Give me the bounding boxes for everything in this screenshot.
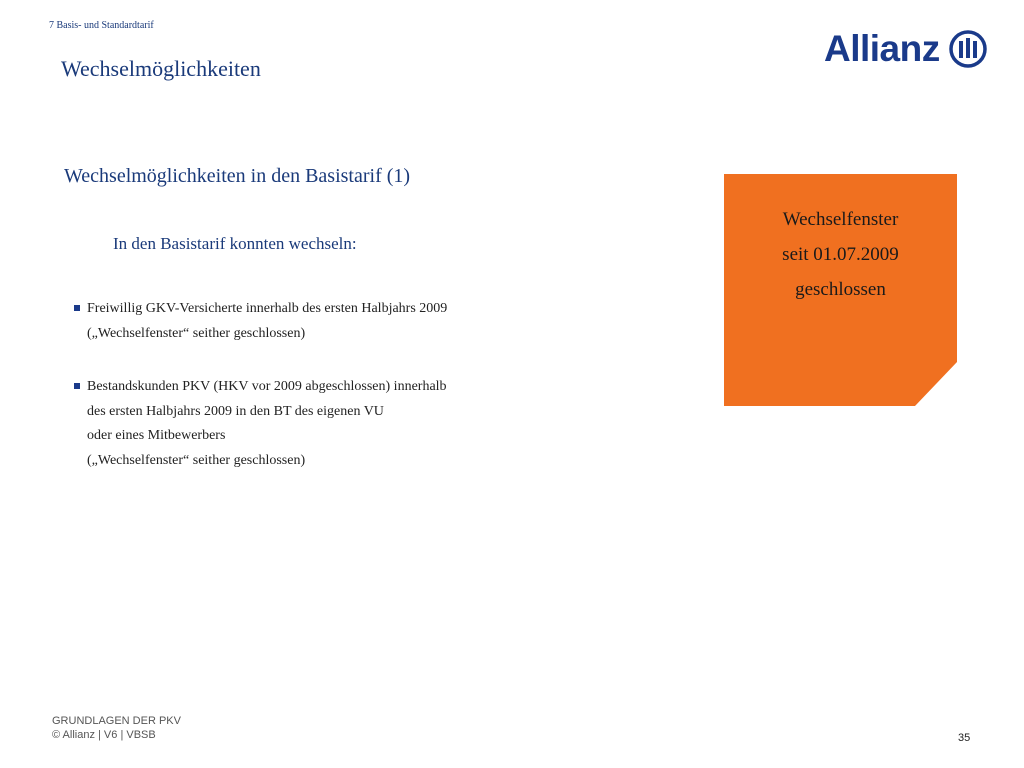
page-number: 35 bbox=[958, 732, 971, 744]
bullet-line: („Wechselfenster“ seither geschlossen) bbox=[87, 325, 306, 341]
callout-line: geschlossen bbox=[795, 279, 886, 300]
bullet-line: oder eines Mitbewerbers bbox=[87, 428, 226, 443]
section-title: Wechselmöglichkeiten in den Basistarif (1) bbox=[64, 165, 411, 187]
list-item bbox=[74, 297, 494, 346]
bullet-line: Bestandskunden PKV (HKV vor 2009 abgeschlossen) innerhalb bbox=[87, 379, 447, 394]
breadcrumb: 7 Basis- und Standardtarif bbox=[49, 20, 154, 31]
footer-line: © Allianz | V6 | VBSB bbox=[52, 729, 156, 741]
logo-text: Allianz bbox=[824, 28, 940, 69]
page-title: Wechselmöglichkeiten bbox=[61, 56, 261, 81]
allianz-logo bbox=[824, 28, 987, 70]
square-bullet-icon bbox=[74, 383, 80, 389]
footer bbox=[52, 714, 181, 742]
bullet-list-1 bbox=[74, 297, 494, 346]
allianz-eagle-icon bbox=[949, 30, 987, 68]
bullet-line: („Wechselfenster“ seither geschlossen) bbox=[87, 452, 306, 468]
callout-line: Wechselfenster bbox=[782, 209, 899, 230]
bullet-line: des ersten Halbjahrs 2009 in den BT des eigenen VU bbox=[87, 403, 384, 419]
callout-line: seit 01.07.2009 bbox=[782, 244, 899, 265]
square-bullet-icon bbox=[74, 305, 80, 311]
callout-text bbox=[724, 202, 957, 307]
footer-line: GRUNDLAGEN DER PKV bbox=[52, 715, 181, 727]
list-item bbox=[74, 375, 494, 473]
bullet-list-2 bbox=[74, 375, 494, 473]
subtitle: In den Basistarif konnten wechseln: bbox=[113, 234, 357, 253]
bullet-line: Freiwillig GKV-Versicherte innerhalb des ersten Halbjahrs 2009 bbox=[87, 301, 448, 316]
callout-box bbox=[724, 174, 957, 406]
